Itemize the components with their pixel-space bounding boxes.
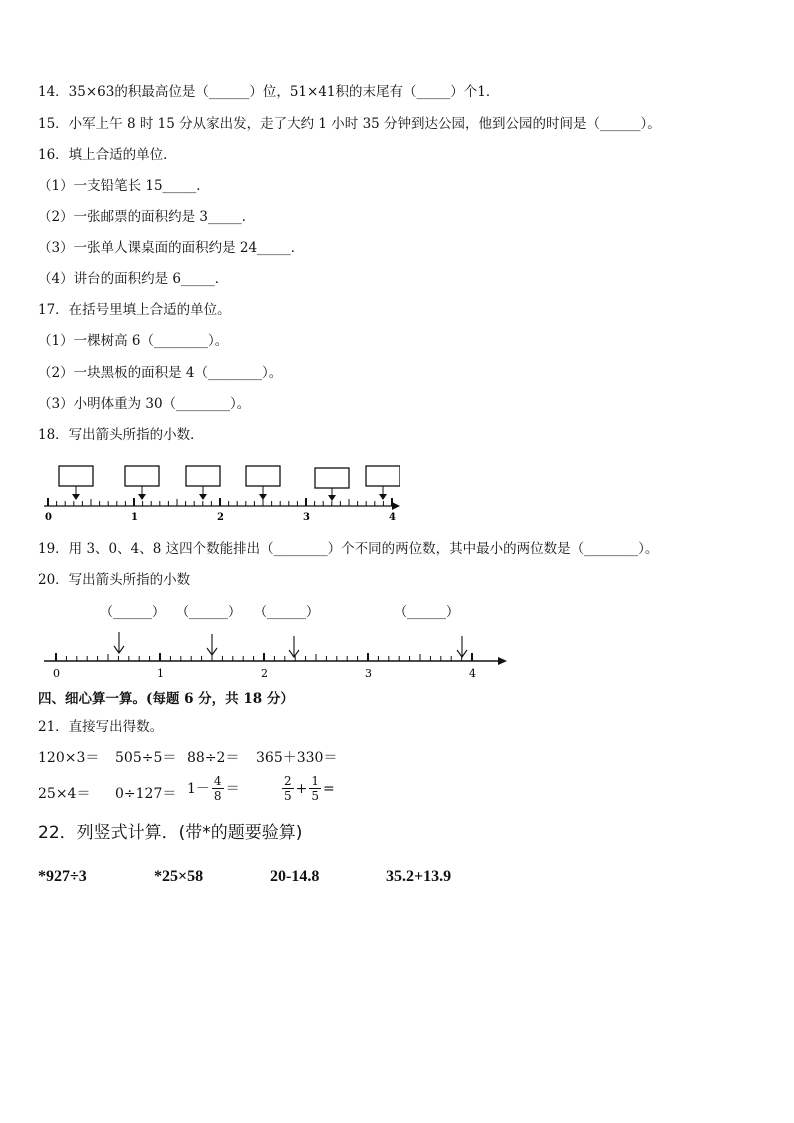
fraction-expression-1 <box>187 774 240 803</box>
down-arrow-icon <box>457 636 467 657</box>
question-17-item-2: （2）一块黑板的面积是 4（________）。 <box>38 365 283 381</box>
down-arrow-icon <box>114 632 124 653</box>
answer-blank[interactable]: （______） <box>176 605 242 620</box>
answer-box[interactable] <box>186 466 220 500</box>
answer-box[interactable] <box>315 468 349 501</box>
down-arrow-icon <box>207 634 217 655</box>
denominator: 5 <box>284 789 292 803</box>
question-17-item-3: （3）小明体重为 30（________）。 <box>38 396 251 412</box>
question-14: 14．35×63的积最高位是（______）位，51×41积的末尾有（_____）个1． <box>38 84 500 100</box>
calc-text: = <box>323 780 335 797</box>
question-20-title: 20．写出箭头所指的小数 <box>38 572 191 588</box>
question-22-title: 22．列竖式计算．(带*的题要验算) <box>38 823 303 843</box>
question-16-title: 16．填上合适的单位． <box>38 147 177 163</box>
axis-arrow-icon <box>498 657 507 665</box>
question-18-title: 18．写出箭头所指的小数． <box>38 427 204 443</box>
tick-label: 0 <box>45 512 52 523</box>
tick-label: 3 <box>303 512 310 523</box>
tick-label: 1 <box>157 667 164 680</box>
tick-label: 2 <box>261 667 268 680</box>
calc-item: 88÷2＝ <box>187 750 240 766</box>
tick-labels-20 <box>53 667 476 680</box>
vertical-calc-item: *25×58 <box>154 868 204 885</box>
numerator: 2 <box>284 774 292 788</box>
answer-box[interactable] <box>246 466 280 500</box>
calc-item: 365＋330＝ <box>256 750 338 766</box>
fraction-expression-2 <box>280 774 335 803</box>
fraction <box>282 774 294 803</box>
down-arrow-icon <box>289 636 299 657</box>
numerator: 4 <box>213 774 222 788</box>
answer-box[interactable] <box>59 466 93 500</box>
answer-blank[interactable]: （______） <box>100 605 166 620</box>
question-21-title: 21．直接写出得数。 <box>38 719 164 735</box>
pointer-arrows-20 <box>114 632 467 657</box>
calc-item: 120×3＝ <box>38 750 100 766</box>
denominator: 5 <box>311 789 320 803</box>
question-17-title: 17．在括号里填上合适的单位。 <box>38 302 231 318</box>
vertical-calc-item: *927÷3 <box>38 868 87 885</box>
answer-box[interactable] <box>366 466 400 500</box>
vertical-calc-item: 35.2+13.9 <box>386 868 452 885</box>
tick-label: 1 <box>131 512 138 523</box>
question-16-item-3: （3）一张单人课桌面的面积约是 24_____． <box>38 240 305 256</box>
ticks-20 <box>56 653 472 661</box>
answer-blank[interactable]: （______） <box>394 605 460 620</box>
fraction <box>309 774 321 803</box>
vertical-calc-item: 20-14.8 <box>270 868 320 885</box>
answer-box[interactable] <box>125 466 159 500</box>
tick-label: 3 <box>365 667 372 680</box>
question-16-item-4: （4）讲台的面积约是 6_____． <box>38 271 229 287</box>
tick-label: 2 <box>217 512 224 523</box>
axis-arrow-icon <box>392 502 400 510</box>
section-4-heading: 四、细心算一算。(每题 6 分，共 18 分） <box>38 691 294 707</box>
calc-text: + <box>295 780 308 797</box>
calc-item: 0÷127＝ <box>115 786 177 802</box>
question-16-item-2: （2）一张邮票的面积约是 3_____． <box>38 209 256 225</box>
tick-label: 4 <box>469 667 476 680</box>
question-17-item-1: （1）一棵树高 6（________）。 <box>38 333 229 349</box>
number-line-18 <box>30 462 400 526</box>
tick-label: 4 <box>389 512 396 523</box>
answer-blank[interactable]: （______） <box>254 605 320 620</box>
calc-item: 505÷5＝ <box>115 750 177 766</box>
calc-item: 25×4＝ <box>38 786 91 802</box>
number-line-20 <box>40 598 510 684</box>
answer-boxes-18 <box>59 466 400 501</box>
fraction <box>212 774 224 803</box>
calc-text: ＝ <box>225 780 240 797</box>
calc-text: 1－ <box>187 780 210 797</box>
question-19: 19．用 3、0、4、8 这四个数能排出（________）个不同的两位数，其中最小的两位数是（________）。 <box>38 541 659 557</box>
tick-labels-18 <box>45 512 396 523</box>
ticks-18 <box>48 498 392 506</box>
question-15: 15．小军上午 8 时 15 分从家出发，走了大约 1 小时 35 分钟到达公园，他到公园的时间是（______）。 <box>38 116 661 132</box>
question-16-item-1: （1）一支铅笔长 15_____． <box>38 178 210 194</box>
numerator: 1 <box>311 774 320 788</box>
tick-label: 0 <box>53 667 60 680</box>
denominator: 8 <box>213 789 222 803</box>
